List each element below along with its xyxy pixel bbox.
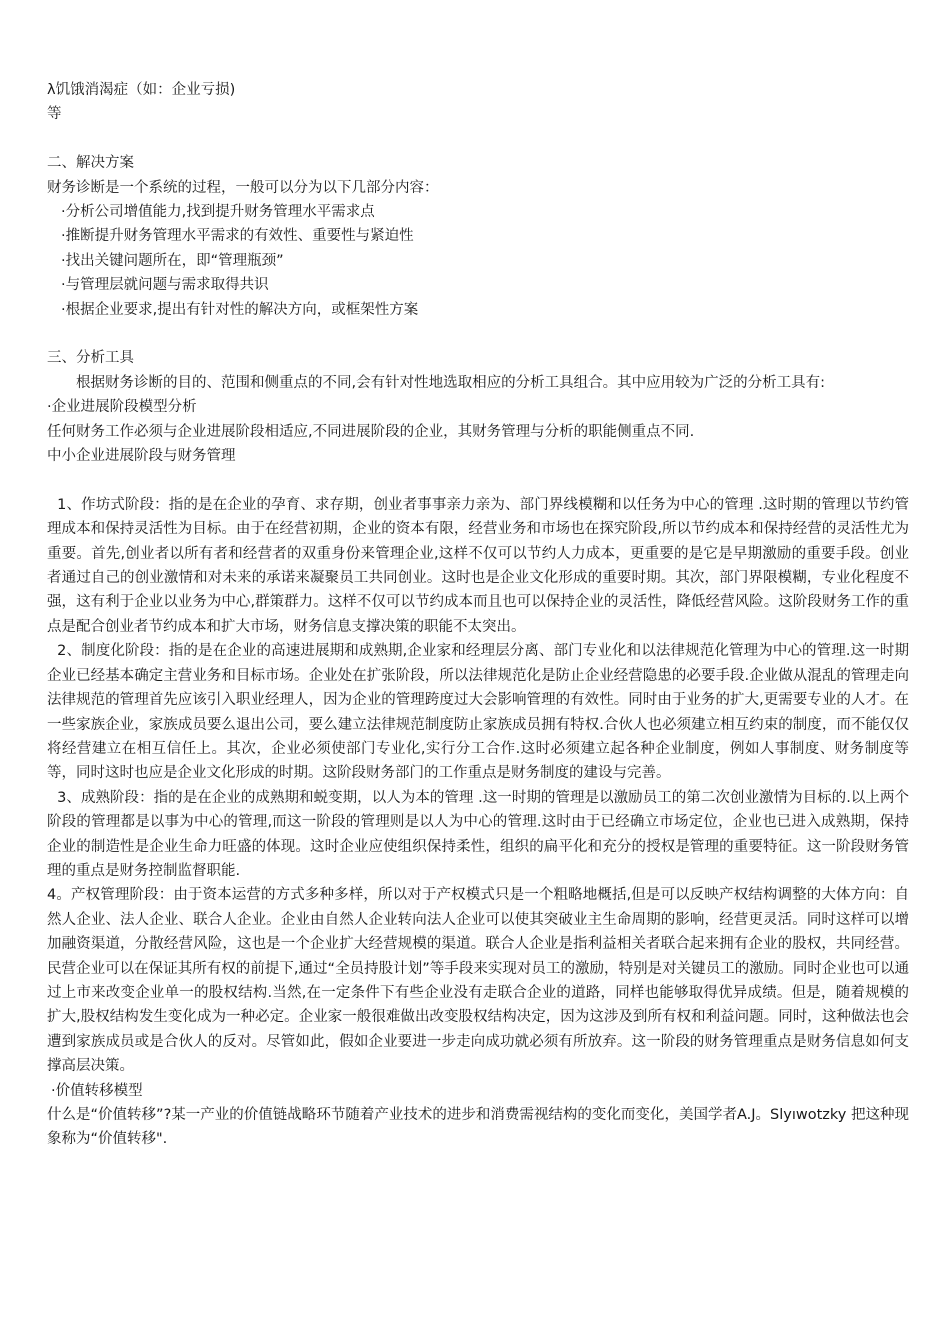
- tool1-description: 任何财务工作必须与企业进展阶段相适应,不同进展阶段的企业，其财务管理与分析的职能侧重点不同.: [47, 423, 695, 440]
- tool2-title: ·价值转移模型: [51, 1082, 143, 1099]
- stage-paragraph-4: 4。产权管理阶段：由于资本运营的方式多种多样，所以对于产权模式只是一个粗略地概括,但是可以反映产权结构调整的大体方向：自然人企业、法人企业、联合人企业。企业由自然人企业转向法人企业可以使其突破业主生命周期的影响，经营更灵活。同时这样可以增加融资渠道，分散经营风险，这也是一个企业扩大经营规模的渠道。联合人企业是指利益相关者联合起来拥有企业的股权，共同经营。民营企业可以在保证其所有权的前提下,通过“全员持股计划”等手段来实现对员工的激励，特别是对关键员工的激励。同时企业也可以通过上市来改变企业单一的股权结构.当然,在一定条件下有些企业没有走联合企业的道路，同样也能够取得优异成绩。但是，随着规模的扩大,股权结构发生变化成为一种必定。企业家一般很难做出改变股权结构决定，因为这涉及到所有权和利益问题。同时，这种做法也会遭到家族成员或是合伙人的反对。尽管如此，假如企业要进一步走向成功就必须有所放弃。这一阶段的财务管理重点是财务信息如何支撑高层决策。: [47, 887, 909, 1075]
- top-line-1: λ饥饿消渴症（如：企业亏损): [47, 82, 236, 98]
- section2-item-5: ·根据企业要求,提出有针对性的解决方向，或框架性方案: [61, 301, 419, 318]
- section3-heading: 三、分析工具: [47, 350, 134, 367]
- tool2-description: 什么是“价值转移”?某一产业的价值链战略环节随着产业技术的进步和消费需视结构的变化而变化，美国学者A.J。Slyıwotzky 把这种现象称为“价值转移".: [47, 1107, 909, 1148]
- spacer: [47, 468, 909, 492]
- section2-item-4: ·与管理层就问题与需求取得共识: [61, 277, 269, 294]
- section2-item-3: ·找出关键问题所在，即“管理瓶颈”: [61, 252, 284, 269]
- section2-item-2: ·推断提升财务管理水平需求的有效性、重要性与紧迫性: [61, 228, 414, 245]
- spacer: [47, 322, 909, 346]
- top-line-2: 等: [47, 106, 62, 123]
- section2-heading: 二、解决方案: [47, 155, 134, 172]
- tool1-subheading: 中小企业进展阶段与财务管理: [47, 448, 236, 465]
- tool1-title: ·企业进展阶段模型分析: [47, 399, 197, 416]
- stage-paragraph-1: 1、作坊式阶段：指的是在企业的孕育、求存期，创业者事事亲力亲为、部门界线模糊和以任务为中心的管理 .这时期的管理以节约管理成本和保持灵活性为目标。由于在经营初期，企业的资本有限，经营业务和市场也在探究阶段,所以节约成本和保持经营的灵活性尤为重要。首先,创业者以所有者和经营者的双重身份来管理企业,这样不仅可以节约人力成本，更重要的是它是早期激励的重要手段。创业者通过自己的创业激情和对未来的承诺来凝聚员工共同创业。这时也是企业文化形成的重要时期。其次，部门界限模糊，专业化程度不强，这有利于企业以业务为中心,群策群力。这样不仅可以节约成本而且也可以保持企业的灵活性，降低经营风险。这阶段财务工作的重点是配合创业者节约成本和扩大市场，财务信息支撑决策的职能不太突出。: [47, 496, 909, 635]
- stage-paragraph-2: 2、制度化阶段：指的是在企业的高速进展期和成熟期,企业家和经理层分离、部门专业化和以法律规范化管理为中心的管理.这一时期企业已经基本确定主营业务和目标市场。企业处在扩张阶段，所以法律规范化是防止企业经营隐患的必要手段.企业做从混乱的管理走向法律规范的管理首先应该引入职业经理人，因为企业的管理跨度过大会影响管理的有效性。同时由于业务的扩大,更需要专业的人才。在一些家族企业，家族成员要么退出公司，要么建立法律规范制度防止家族成员拥有特权.合伙人也必须建立相互约束的制度，而不能仅仅将经营建立在相互信任上。其次，企业必须使部门专业化,实行分工合作.这时必须建立起各种企业制度，例如人事制度、财务制度等等，同时这时也应是企业文化形成的时期。这阶段财务部门的工作重点是财务制度的建设与完善。: [47, 643, 909, 782]
- section2-intro: 财务诊断是一个系统的过程，一般可以分为以下几部分内容：: [47, 179, 439, 196]
- stage-paragraph-3: 3、成熟阶段：指的是在企业的成熟期和蜕变期，以人为本的管理 .这一时期的管理是以激励员工的第二次创业激情为目标的.以上两个阶段的管理都是以事为中心的管理,而这一阶段的管理则是以人为中心的管理.这时由于已经确立市场定位，企业也已进入成熟期，保持企业的制造性是企业生命力旺盛的体现。这时企业应使组织保持柔性，组织的扁平化和充分的授权是管理的重要特征。这一阶段财务管理的重点是财务控制监督职能.: [47, 789, 909, 879]
- document-page: [47, 78, 909, 1152]
- spacer: [47, 127, 909, 151]
- section2-item-1: ·分析公司增值能力,找到提升财务管理水平需求点: [61, 204, 375, 221]
- section3-intro: 根据财务诊断的目的、范围和侧重点的不同,会有针对性地选取相应的分析工具组合。其中应用较为广泛的分析工具有:: [76, 374, 825, 391]
